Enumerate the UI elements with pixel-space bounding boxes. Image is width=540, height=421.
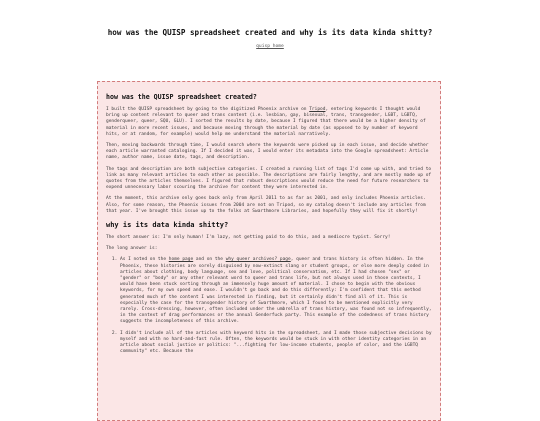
- paragraph-why-1: The short answer is: I'm only human! I'm lazy, not getting paid to do this, and a mediocre typist. Sorry!: [106, 235, 391, 241]
- paragraph-how-2: Then, moving backwards through time, I would search where the keywords were picked up in each issue, and decide whether each article warranted cataloging. If I decided it was, I would enter its metadata into the Google spreadsheet: Article name, author name, issue date, tags, and description.: [106, 143, 429, 161]
- list-item: 1. As I noted on the home page and on the why queer archives? page, queer and trans history is often hidden. In the Phoenix, these histories are sorely disguised by now-extinct slang or student groups, or else more deeply coded in articles about clothing, body language, sex and love, political conservatism, etc. If I had chosen "sex" or "gender" or "body" or any other relevant word to queer and trans life, but not always used in those contexts, I would have been stuck sorting through an immensely huge amount of material. I chose to begin with the obvious keywords, for my own speed and ease. I wouldn't go back and do this differently: I'm confident that this method generated much of the content I was interested in finding, but it certainly didn't find all of it. This is especially the case for the transgender history of Swarthmore, which I found to be mentioned explicitly very rarely. Cross-dressing, however, often included under the umbrella of trans history, was found not so infrequently, in the context of drag performances or the annual Genderfuck party. This example of the codedness of trans history suggests the incompleteness of this archive.: [120, 257, 432, 325]
- home-link[interactable]: quisp home: [256, 44, 284, 49]
- paragraph-how-1: I built the QUISP spreadsheet by going to the digitized Phoenix archive on Tripod, entering keywords I thought would bring up content relevant to queer and trans content (i.e. lesbian, gay, bisexual, trans, transgender, LGBT, LGBTQ, genderqueer, queer, SQU, GLU). I sorted the results by date, because I figured that there would be a higher density of material in more recent issues, and because moving through the material by date (as opposed to by number of keyword hits, or at random, for example) would help me understand the material narratively.: [106, 107, 426, 137]
- section-heading-how: how was the QUISP spreadsheet created?: [106, 93, 257, 101]
- paragraph-why-2: The long answer is:: [106, 246, 158, 252]
- section-heading-why: why is its data kinda shitty?: [106, 221, 229, 230]
- paragraph-how-3: The tags and description are both subjective categories. I created a running list of tags I'd come up with, and tried to link as many relevant articles to each other as possible. The descriptions are fairly lengthy, and are mostly made up of quotes from the articles themselves. I figured that robust descriptions would reduce the need for future researchers to expend unnecessary labor scouring the archive for content they were interested in.: [106, 166, 432, 191]
- paragraph-how-4: At the moment, this archive only goes back only from April 2011 to as far as 2001, and only includes Phoenix articles. Also, for some reason, the Phoenix issues from 2004 are not on Tripod, so my catalog doesn't include any articles from that year. I've brought this issue up to the folks at Swarthmore Libraries, and hopefully they will fix it shortly!: [106, 196, 426, 214]
- page-title: how was the QUISP spreadsheet created and why is its data kinda shitty?: [107, 28, 433, 37]
- list-item: 2. I didn't include all of the articles with keyword hits in the spreadsheet, and I made those subjective decisions by myself and with no hard-and-fast rule. Often, the keywords would be stuck in with other identity categories in an article about social justice or politics: "...fighting for low-income students, people of color, and the LGBTQ community" etc. Because the: [120, 331, 432, 356]
- home-page-link[interactable]: home page: [168, 257, 194, 263]
- reasons-list: [106, 257, 432, 355]
- tripod-link[interactable]: Tripod: [309, 107, 326, 112]
- content-box: [97, 81, 441, 421]
- why-queer-archives-link[interactable]: why queer archives? page: [225, 257, 291, 263]
